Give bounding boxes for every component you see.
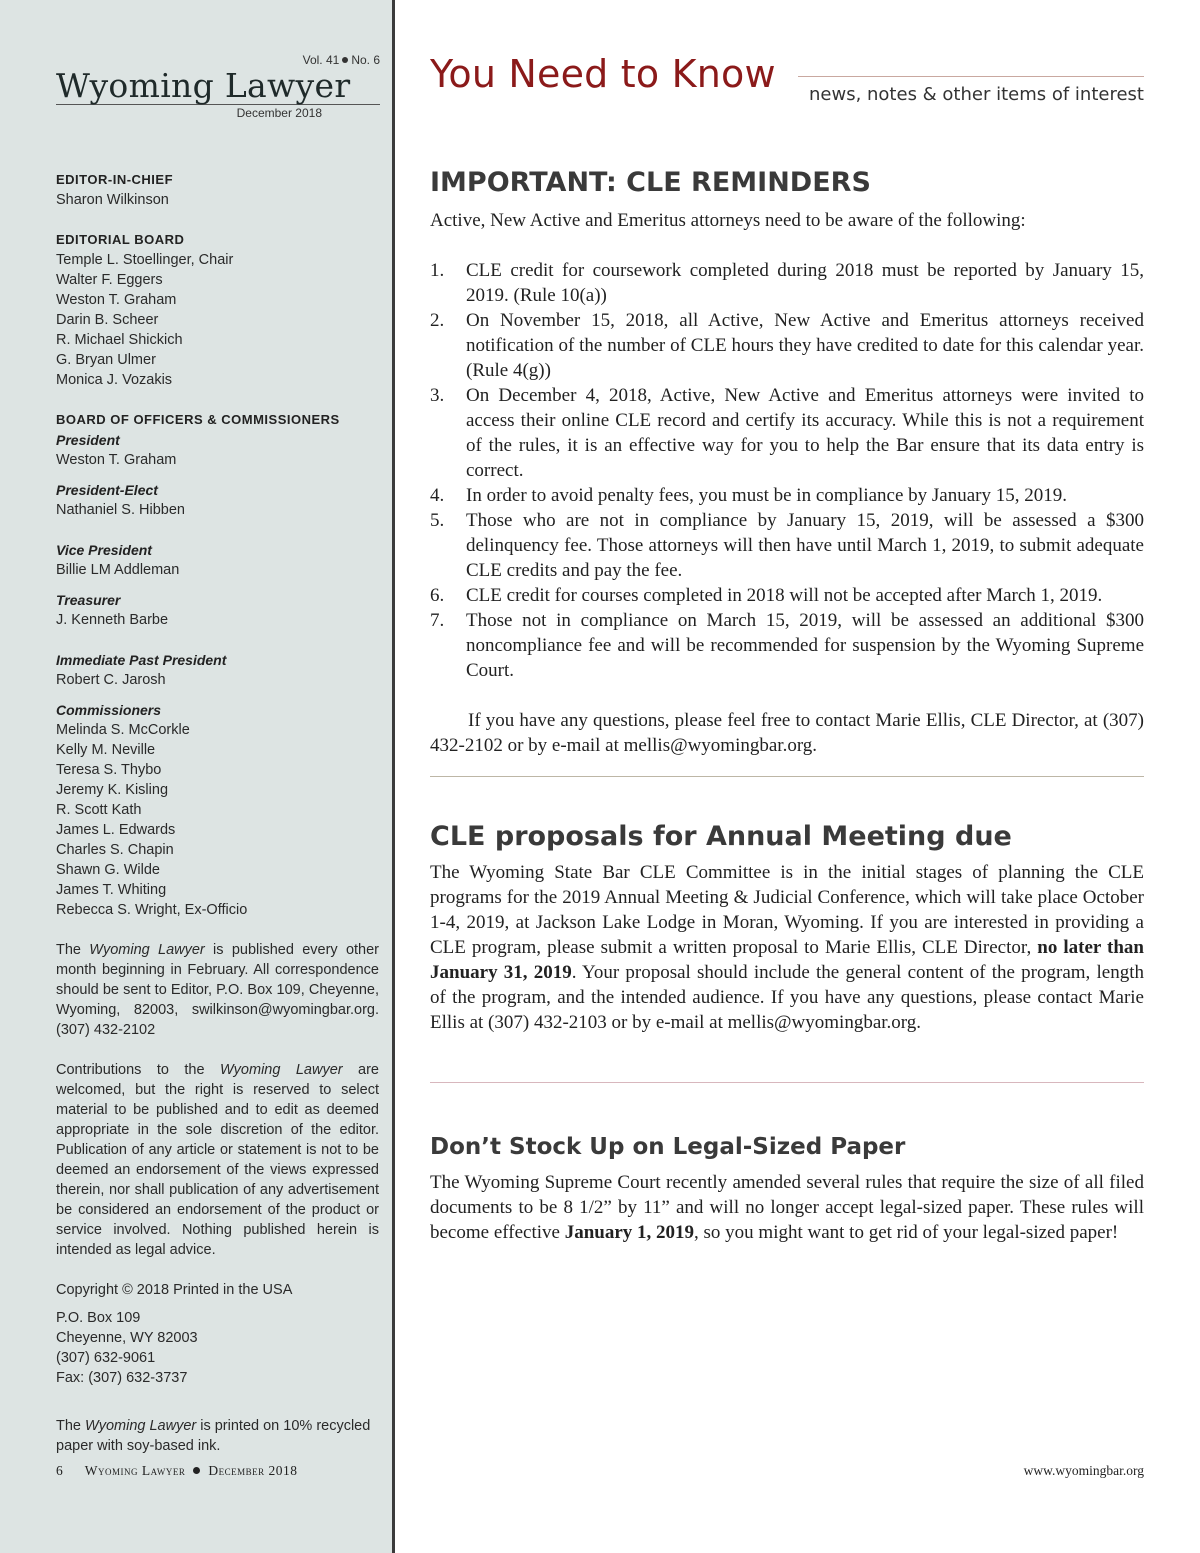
address-line: Cheyenne, WY 82003 [56,1330,198,1346]
list-item [430,508,1144,583]
publication-title: Wyoming Lawyer [56,68,380,105]
body-text: The Wyoming State Bar CLE Committee is in the initial stages of planning the CLE programs for the 2019 Annual Meeting & Judicial Conference, which will take place October 1-4, 2019, at Jackson Lake Lodge in Moran, Wyoming. If you are interested in providing a CLE program, please submit a written proposal to Marie Ellis, CLE Director, [430,862,1144,958]
footer-publication: Wyoming Lawyer [84,1463,186,1478]
board-member: Darin B. Scheer [56,312,159,328]
publication-name: Wyoming Lawyer [85,1418,197,1434]
effective-date: January 1, 2019 [564,1222,695,1243]
officer-name: Robert C. Jarosh [56,672,166,688]
item-number: 6. [430,585,445,606]
recycled-note [56,1416,379,1456]
board-member: R. Michael Shickich [56,332,183,348]
item-text: On November 15, 2018, all Active, New Active and Emeritus attorneys received notification of the number of CLE hours they have credited to date for this calendar year. (Rule 4(g)) [466,310,1144,381]
commissioner-name: Shawn G. Wilde [56,862,160,878]
section-divider [430,1082,1144,1083]
address-line: Fax: (307) 632-3737 [56,1370,188,1386]
cle-proposals-article [430,820,1144,1035]
note-text: are welcomed, but the right is reserved to select material to be published and to edit as deemed appropriate in the sole discretion of the editor. Publication of any article or statement is not to be deemed an endorsement of the views expressed therein, nor shall publication of any advertisement be considered an endorsement of the product or service involved. Nothing published herein is intended as legal advice. [56,1062,379,1258]
bullet-icon [193,1467,200,1474]
officers-heading: BOARD OF OFFICERS & COMMISSIONERS [56,412,340,427]
commissioner-name: Melinda S. McCorkle [56,722,190,738]
commissioner-name: Kelly M. Neville [56,742,156,758]
item-text: On December 4, 2018, Active, New Active and Emeritus attorneys were invited to access their online CLE record and certify its accuracy. While this is not a requirement of the rules, it is an effective way for you to help the Bar ensure that its data entry is correct. [466,385,1144,481]
editorial-board-heading: EDITORIAL BOARD [56,232,185,247]
body-text: , so you might want to get rid of your legal-sized paper! [694,1222,1119,1243]
issue-number: No. 6 [351,53,380,67]
item-text: Those who are not in compliance by January 15, 2019, will be assessed a $300 delinquency fee. Those attorneys will then have until March 1, 2019, to submit adequate CLE credits and pay the fee. [466,510,1144,581]
item-number: 3. [430,385,445,406]
officer-name: Weston T. Graham [56,452,177,468]
cle-reminders-article [430,166,1144,758]
body-text: . Your proposal should include the general content of the program, length of the program, and the intended audience. If you have any questions, please contact Marie Ellis at (307) 432-2103 or by e-mail at mellis@wyomingbar.org. [430,962,1144,1033]
commissioner-name: James T. Whiting [56,882,167,898]
article-closing: If you have any questions, please feel free to contact Marie Ellis, CLE Director, at (307) 432-2102 or by e-mail at mellis@wyomingbar.org. [430,710,1144,756]
footer-date: December 2018 [208,1463,298,1478]
item-number: 7. [430,610,445,631]
website-url[interactable]: www.wyomingbar.org [1023,1463,1144,1478]
officer-role: Immediate Past President [56,652,227,668]
item-text: In order to avoid penalty fees, you must be in compliance by January 15, 2019. [466,485,1067,506]
deadline-text: no later than January 31, 2019 [430,937,1144,983]
item-number: 1. [430,260,445,281]
mailing-address [56,1308,379,1388]
list-item [430,258,1144,308]
note-text: is published every other month beginning in February. All correspondence should be sent to Editor, P.O. Box 109, Cheyenne, Wyoming, 82003, swilkinson@wyomingbar.org. (307) 432-2102 [56,942,380,1038]
editor-heading: EDITOR-IN-CHIEF [56,172,174,187]
note-text: The [56,1418,86,1434]
commissioners-block [56,700,379,920]
item-text: CLE credit for courses completed in 2018 will not be accepted after March 1, 2019. [466,585,1103,606]
section-header [430,52,1144,112]
commissioner-name: James L. Edwards [56,822,176,838]
section-divider [430,776,1144,777]
contributions-note [56,1060,379,1260]
item-number: 4. [430,485,445,506]
list-item [430,583,1144,608]
bullet-icon [342,57,348,63]
officer-role: Vice President [56,542,152,558]
article-body [430,860,1144,1035]
article-intro: Active, New Active and Emeritus attorneys need to be aware of the following: [430,210,1026,231]
editor-block [56,170,379,210]
commissioner-name: R. Scott Kath [56,802,142,818]
board-member: Temple L. Stoellinger, Chair [56,252,234,268]
officer-block [56,540,379,580]
publication-name: Wyoming Lawyer [89,942,205,958]
article-heading: CLE proposals for Annual Meeting due [430,821,1012,852]
commissioner-name: Rebecca S. Wright, Ex-Officio [56,902,248,918]
officer-role: President-Elect [56,482,158,498]
address-line: P.O. Box 109 [56,1310,141,1326]
note-text: The [56,942,90,958]
board-member: G. Bryan Ulmer [56,352,156,368]
header-rule [798,76,1144,77]
officer-name: Billie LM Addleman [56,562,180,578]
reminder-list [430,258,1144,683]
officer-name: J. Kenneth Barbe [56,612,169,628]
officer-block [56,590,379,630]
officer-block [56,650,379,690]
list-item [430,483,1144,508]
officer-role: President [56,432,120,448]
editorial-board-block [56,230,379,390]
sidebar [0,0,395,1553]
officer-role: Treasurer [56,592,121,608]
address-line: (307) 632-9061 [56,1350,156,1366]
editor-name: Sharon Wilkinson [56,192,169,208]
officers-block [56,410,379,470]
article-heading: IMPORTANT: CLE REMINDERS [430,167,871,198]
issue-date: December 2018 [236,106,322,120]
commissioner-name: Teresa S. Thybo [56,762,162,778]
note-text: Contributions to the [56,1062,220,1078]
body-text: The Wyoming Supreme Court recently amended several rules that require the size of all filed documents to be 8 1/2” by 11” and will no longer accept legal-sized paper. These rules will become effective [430,1172,1144,1243]
page-footer [56,1463,386,1479]
list-item [430,308,1144,383]
masthead [56,52,380,120]
article-heading: Don’t Stock Up on Legal-Sized Paper [430,1134,906,1160]
commissioner-name: Jeremy K. Kisling [56,782,169,798]
board-member: Walter F. Eggers [56,272,163,288]
officer-block [56,480,379,520]
item-text: CLE credit for coursework completed during 2018 must be reported by January 15, 2019. (Rule 10(a)) [466,260,1144,306]
publication-name: Wyoming Lawyer [219,1062,343,1078]
copyright: Copyright © 2018 Printed in the USA [56,1282,293,1298]
article-body [430,1170,1144,1245]
list-item [430,608,1144,683]
item-number: 2. [430,310,445,331]
section-subtitle: news, notes & other items of interest [808,84,1144,105]
section-title: You Need to Know [430,52,776,96]
volume: Vol. 41 [302,53,340,67]
legal-paper-article [430,1130,1144,1245]
commissioner-name: Charles S. Chapin [56,842,174,858]
list-item [430,383,1144,483]
item-text: Those not in compliance on March 15, 2019, will be assessed an additional $300 noncompliance fee and will be recommended for suspension by the Wyoming Supreme Court. [466,610,1144,681]
officer-name: Nathaniel S. Hibben [56,502,185,518]
page-number: 6 [56,1463,63,1478]
board-member: Monica J. Vozakis [56,372,173,388]
publication-note [56,940,379,1040]
note-text: is printed on 10% recycled paper with soy-based ink. [56,1418,371,1454]
board-member: Weston T. Graham [56,292,177,308]
commissioners-heading: Commissioners [56,702,162,718]
staff-listing [56,170,379,1456]
item-number: 5. [430,510,445,531]
